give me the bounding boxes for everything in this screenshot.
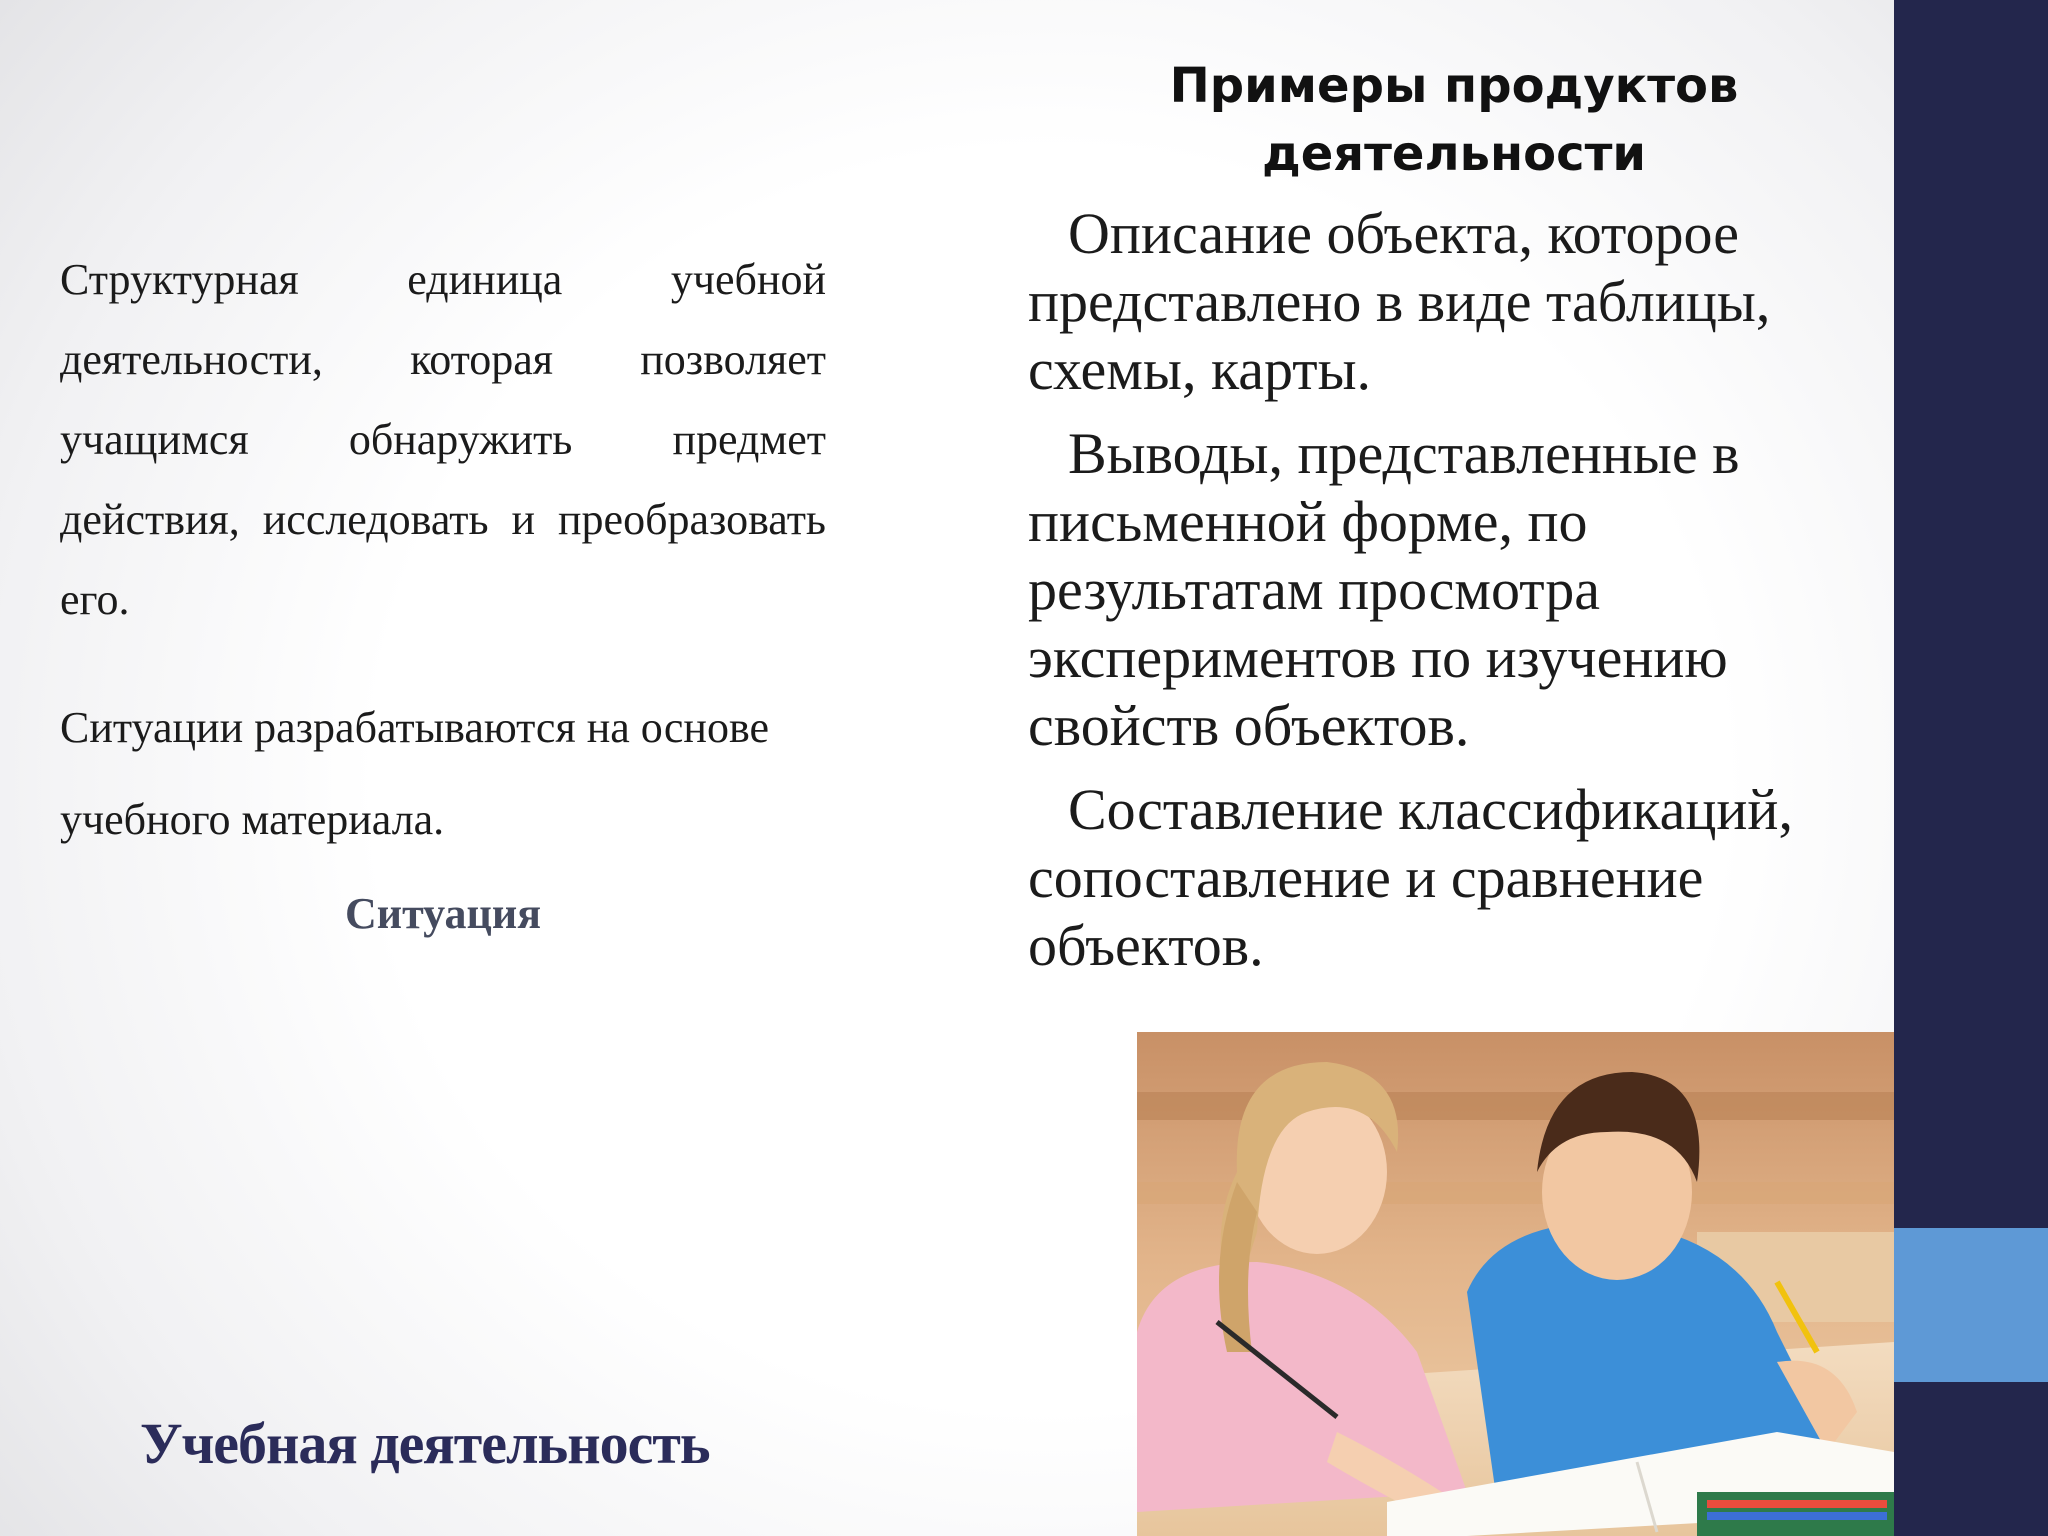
definition-paragraph: Структурная единица учебной деятельности, которая позволяет учащимся обнаружить предмет действия, исследовать и преобразовать его. bbox=[60, 255, 826, 624]
products-list bbox=[1028, 200, 1888, 996]
slide-title: Учебная деятельность bbox=[140, 1411, 710, 1476]
situations-text: Ситуации разрабатываются на основе учебного материала. bbox=[60, 703, 769, 844]
list-item: Выводы, представленные в письменной форме, по результатам просмотра экспериментов по изучению свойств объектов. bbox=[1028, 421, 1740, 758]
definition-text bbox=[60, 240, 826, 640]
list-item: Составление классификаций, сопоставление и сравнение объектов. bbox=[1028, 777, 1793, 978]
side-accent bbox=[1894, 1228, 2048, 1382]
situation-caption: Ситуация bbox=[344, 889, 542, 938]
children-studying-photo bbox=[1137, 1032, 1894, 1536]
products-heading: Примеры продуктов деятельности bbox=[1169, 58, 1739, 182]
list-item: Описание объекта, которое представлено в виде таблицы, схемы, карты. bbox=[1028, 201, 1771, 402]
